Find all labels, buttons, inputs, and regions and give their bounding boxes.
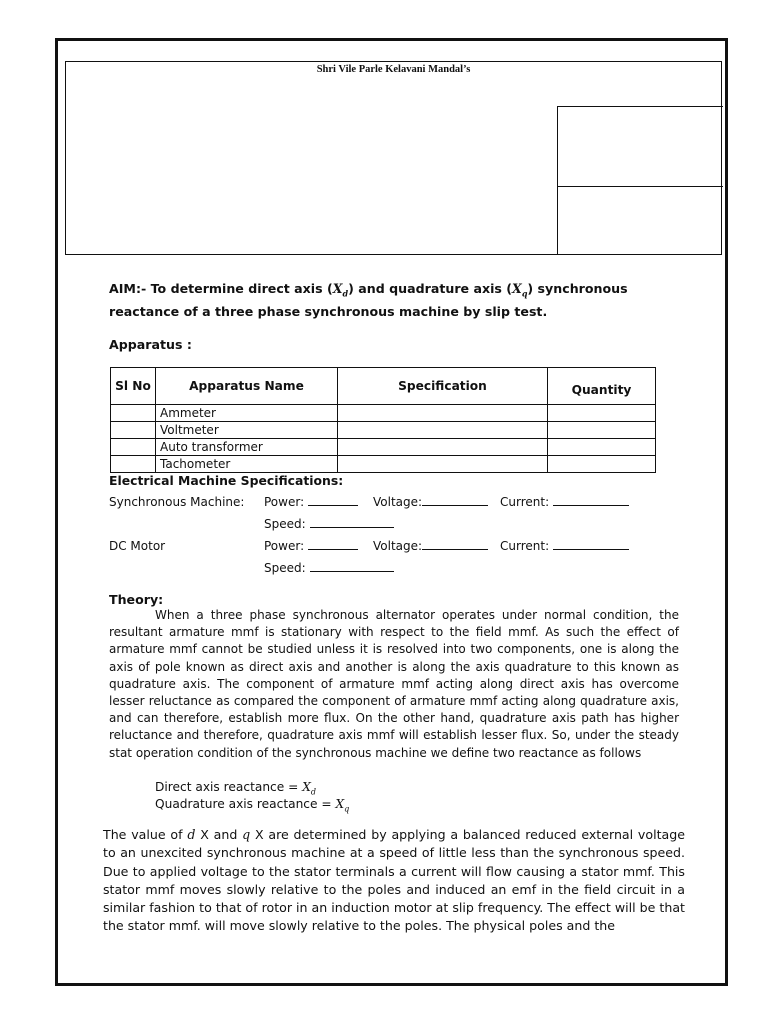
cell-slno [111,456,156,473]
cell-name: Ammeter [156,405,338,422]
sync-current-field: Current: [500,495,629,509]
dc-power-field: Power: [264,539,358,553]
table-row [111,456,656,473]
method-paragraph: The value of d X and q X are determined by applying a balanced reduced external voltage to an unexcited synchronous machine at a speed of little less than the synchronous speed. Due to applied voltage to the stator terminals a current will flow causing a stator mmf. This stator mmf moves slowly relative to the poles and induced an emf in the field circuit in a similar fashion to that of rotor in an induction motor at slip frequency. The effect will be that the stator mmf. will move slowly relative to the poles. The physical poles and the [103,827,685,934]
dc-speed-field: Speed: [264,561,394,575]
cell-slno [111,439,156,456]
cell-name: Voltmeter [156,422,338,439]
header-logo-cell-top [557,106,723,187]
aim-text-3: ) synchronous reactance of a three phase synchronous machine by slip test. [109,281,628,319]
cell-spec [338,422,548,439]
aim-label: AIM:- [109,281,147,296]
theory-paragraph: When a three phase synchronous alternator operates under normal condition, the resultant armature mmf is stationary with respect to the field mmf. As such the effect of armature mmf cannot be studied unless it is resolved into two components, one is along the axis of pole known as direct axis and another is along the axis quadrature to this known as quadrature axis. The component of armature mmf acting along direct axis has overcome lesser reluctance as compared the component of armature mmf acting along quadrature axis, and can therefore, establish more flux. On the other hand, quadrature axis path has higher reluctance and therefore, quadrature axis mmf will establish lesser flux. So, under the steady stat operation condition of the synchronous machine we define two reactance as follows [109,608,679,760]
xq-symbol: $X_q$ [512,281,528,299]
machine-specs-heading: Electrical Machine Specifications: [109,473,344,488]
aim-text-1: To determine direct axis ( [146,281,333,296]
cell-qty [548,456,656,473]
col-specification: Specification [338,368,548,405]
quadrature-axis-formula: Quadrature axis reactance = $X_q$ [155,797,350,814]
aim-text-2: ) and quadrature axis ( [348,281,513,296]
xd-symbol: $X_d$ [332,281,349,299]
cell-qty [548,422,656,439]
apparatus-heading: Apparatus : [109,337,192,352]
cell-slno [111,405,156,422]
cell-qty [548,405,656,422]
cell-spec [338,456,548,473]
aim-statement [109,280,689,320]
dc-current-field: Current: [500,539,629,553]
col-apparatus-name: Apparatus Name [156,368,338,405]
institution-name: Shri Vile Parle Kelavani Mandal’s [316,64,471,75]
dc-voltage-field: Voltage: [373,539,488,553]
table-row [111,422,656,439]
header-logo-cell-bottom [557,186,723,255]
apparatus-table [110,367,656,473]
col-slno: Sl No [111,368,156,405]
table-row [111,405,656,422]
direct-axis-formula: Direct axis reactance = $X_d$ [155,780,317,797]
cell-slno [111,422,156,439]
table-row [111,439,656,456]
table-header-row [111,368,656,405]
sync-speed-field: Speed: [264,517,394,531]
cell-name: Auto transformer [156,439,338,456]
sync-machine-label: Synchronous Machine: [109,495,245,509]
sync-voltage-field: Voltage: [373,495,488,509]
theory-heading: Theory: [109,592,164,607]
cell-qty [548,439,656,456]
cell-spec [338,405,548,422]
col-quantity: Quantity [548,368,656,405]
header-box [65,61,722,255]
dc-motor-label: DC Motor [109,539,166,553]
sync-power-field: Power: [264,495,358,509]
cell-name: Tachometer [156,456,338,473]
cell-spec [338,439,548,456]
